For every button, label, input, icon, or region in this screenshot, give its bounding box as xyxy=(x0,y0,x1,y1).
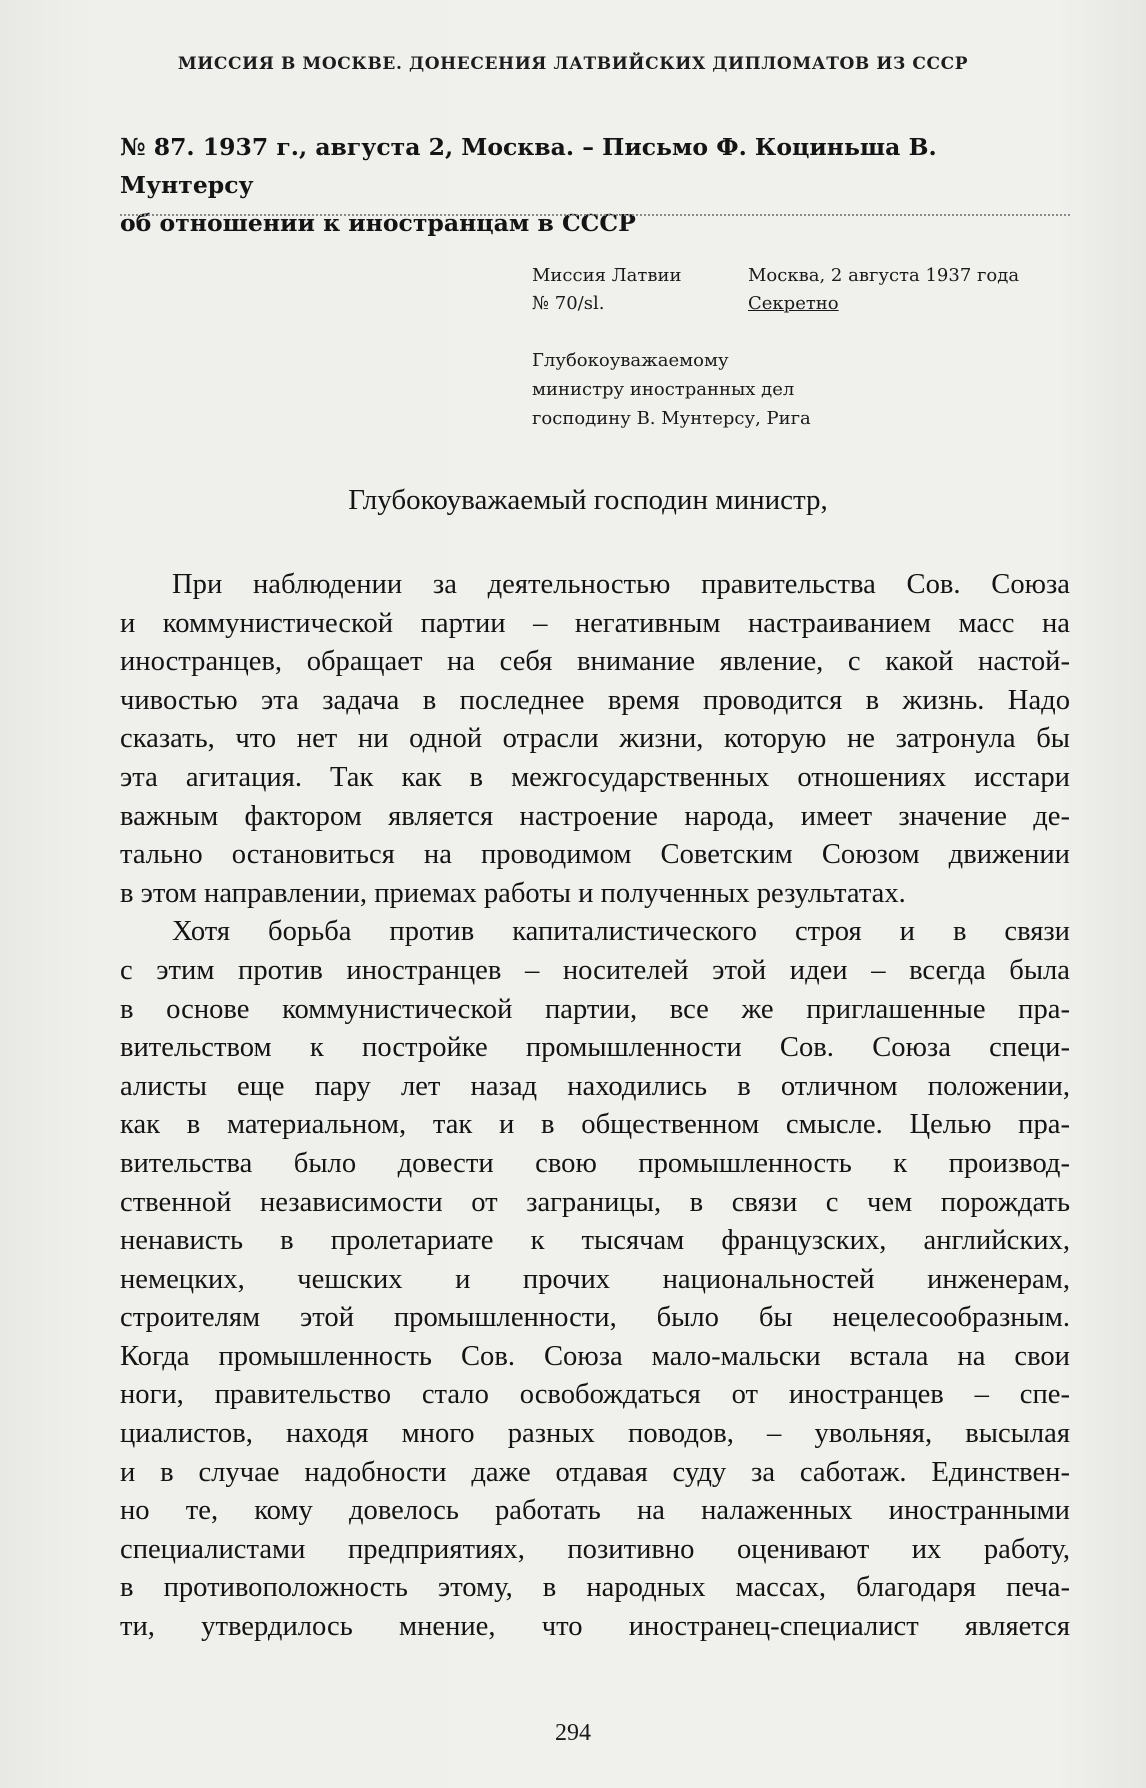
running-head: МИССИЯ В МОСКВЕ. ДОНЕСЕНИЯ ЛАТВИЙСКИХ ДИПЛОМАТОВ ИЗ СССР xyxy=(177,54,969,74)
paragraph-2-line: в противоположность этому, в народных массах, благодаря печа- xyxy=(120,1572,1070,1604)
addressee-line: министру иностранных дел xyxy=(532,379,795,400)
sender-block xyxy=(532,262,682,318)
paragraph-1-line: тально остановиться на проводимом Советским Союзом движении xyxy=(120,839,1070,871)
paragraph-2-line: ти, утвердилось мнение, что иностранец-специалист является xyxy=(120,1611,1070,1643)
document-number: № 70/sl. xyxy=(532,293,605,314)
paragraph-1-line: в этом направлении, приемах работы и полученных результатах. xyxy=(120,877,906,909)
paragraph-1-line: иностранцев, обращает на себя внимание явление, с какой настой- xyxy=(120,646,1070,678)
paragraph-2-line: Когда промышленность Сов. Союза мало-мальски встала на свои xyxy=(120,1340,1070,1372)
document-title-line: № 87. 1937 г., августа 2, Москва. – Письмо Ф. Коциньша В. Мунтерсу xyxy=(120,133,937,199)
paragraph-2-line: ноги, правительство стало освобождаться от иностранцев – спе- xyxy=(120,1379,1070,1411)
letter-body xyxy=(120,566,1070,1647)
page-number: 294 xyxy=(555,1720,591,1746)
paragraph-2-line: с этим против иностранцев – носителей этой идеи – всегда была xyxy=(120,954,1070,986)
paragraph-1-line: При наблюдении за деятельностью правительства Сов. Союза xyxy=(172,569,1070,600)
paragraph-2-line: но те, кому довелось работать на налаженных иностранными xyxy=(120,1495,1070,1527)
place-date: Москва, 2 августа 1937 года xyxy=(748,265,1020,286)
paragraph-2-line: немецких, чешских и прочих национальностей инженерам, xyxy=(120,1263,1070,1295)
paragraph-2-line: вительства было довести свою промышленность к производ- xyxy=(120,1147,1070,1179)
salutation: Глубокоуважаемый господин министр, xyxy=(348,484,828,516)
addressee-block xyxy=(532,346,811,433)
paragraph-2-line: циалистов, находя много разных поводов, – увольняя, высылая xyxy=(120,1418,1070,1450)
paragraph-2-line: вительством к постройке промышленности Сов. Союза специ- xyxy=(120,1032,1070,1064)
classification-mark: Секретно xyxy=(748,293,839,314)
document-title xyxy=(120,128,1070,242)
paragraph-1-line: сказать, что нет ни одной отрасли жизни, которую не затронула бы xyxy=(120,723,1070,755)
paragraph-2-line: ненависть в пролетариате к тысячам французских, английских, xyxy=(120,1225,1070,1257)
mission-name: Миссия Латвии xyxy=(532,265,682,286)
paragraph-2-line: как в материальном, так и в общественном смысле. Целью пра- xyxy=(120,1109,1070,1141)
paragraph-2-line: ственной независимости от заграницы, в связи с чем порождать xyxy=(120,1186,1070,1218)
paragraph-2-line: алисты еще пару лет назад находились в отличном положении, xyxy=(120,1070,1070,1102)
paragraph-2-line: строителям этой промышленности, было бы нецелесообразным. xyxy=(120,1302,1070,1334)
paragraph-2-line: Хотя борьба против капиталистического строя и в связи xyxy=(172,916,1070,948)
paragraph-1-line: эта агитация. Так как в межгосударственных отношениях исстари xyxy=(120,761,1070,793)
addressee-line: Глубокоуважаемому xyxy=(532,350,729,371)
paragraph-1-line: и коммунистической партии – негативным настраиванием масс на xyxy=(120,607,1070,639)
document-title-line: об отношении к иностранцам в СССР xyxy=(120,209,636,237)
paragraph-1-line: чивостью эта задача в последнее время проводится в жизнь. Надо xyxy=(120,684,1070,716)
paragraph-2-line: специалистами предприятиях, позитивно оценивают их работу, xyxy=(120,1533,1070,1565)
addressee-line: господину В. Мунтерсу, Рига xyxy=(532,408,811,429)
paragraph-2-line: в основе коммунистической партии, все же приглашенные пра- xyxy=(120,993,1070,1025)
date-block xyxy=(748,262,1019,318)
paragraph-2-line: и в случае надобности даже отдавая суду за саботаж. Единствен- xyxy=(120,1456,1070,1488)
dotted-divider xyxy=(120,214,1070,216)
paragraph-1-line: важным фактором является настроение народа, имеет значение де- xyxy=(120,800,1070,832)
